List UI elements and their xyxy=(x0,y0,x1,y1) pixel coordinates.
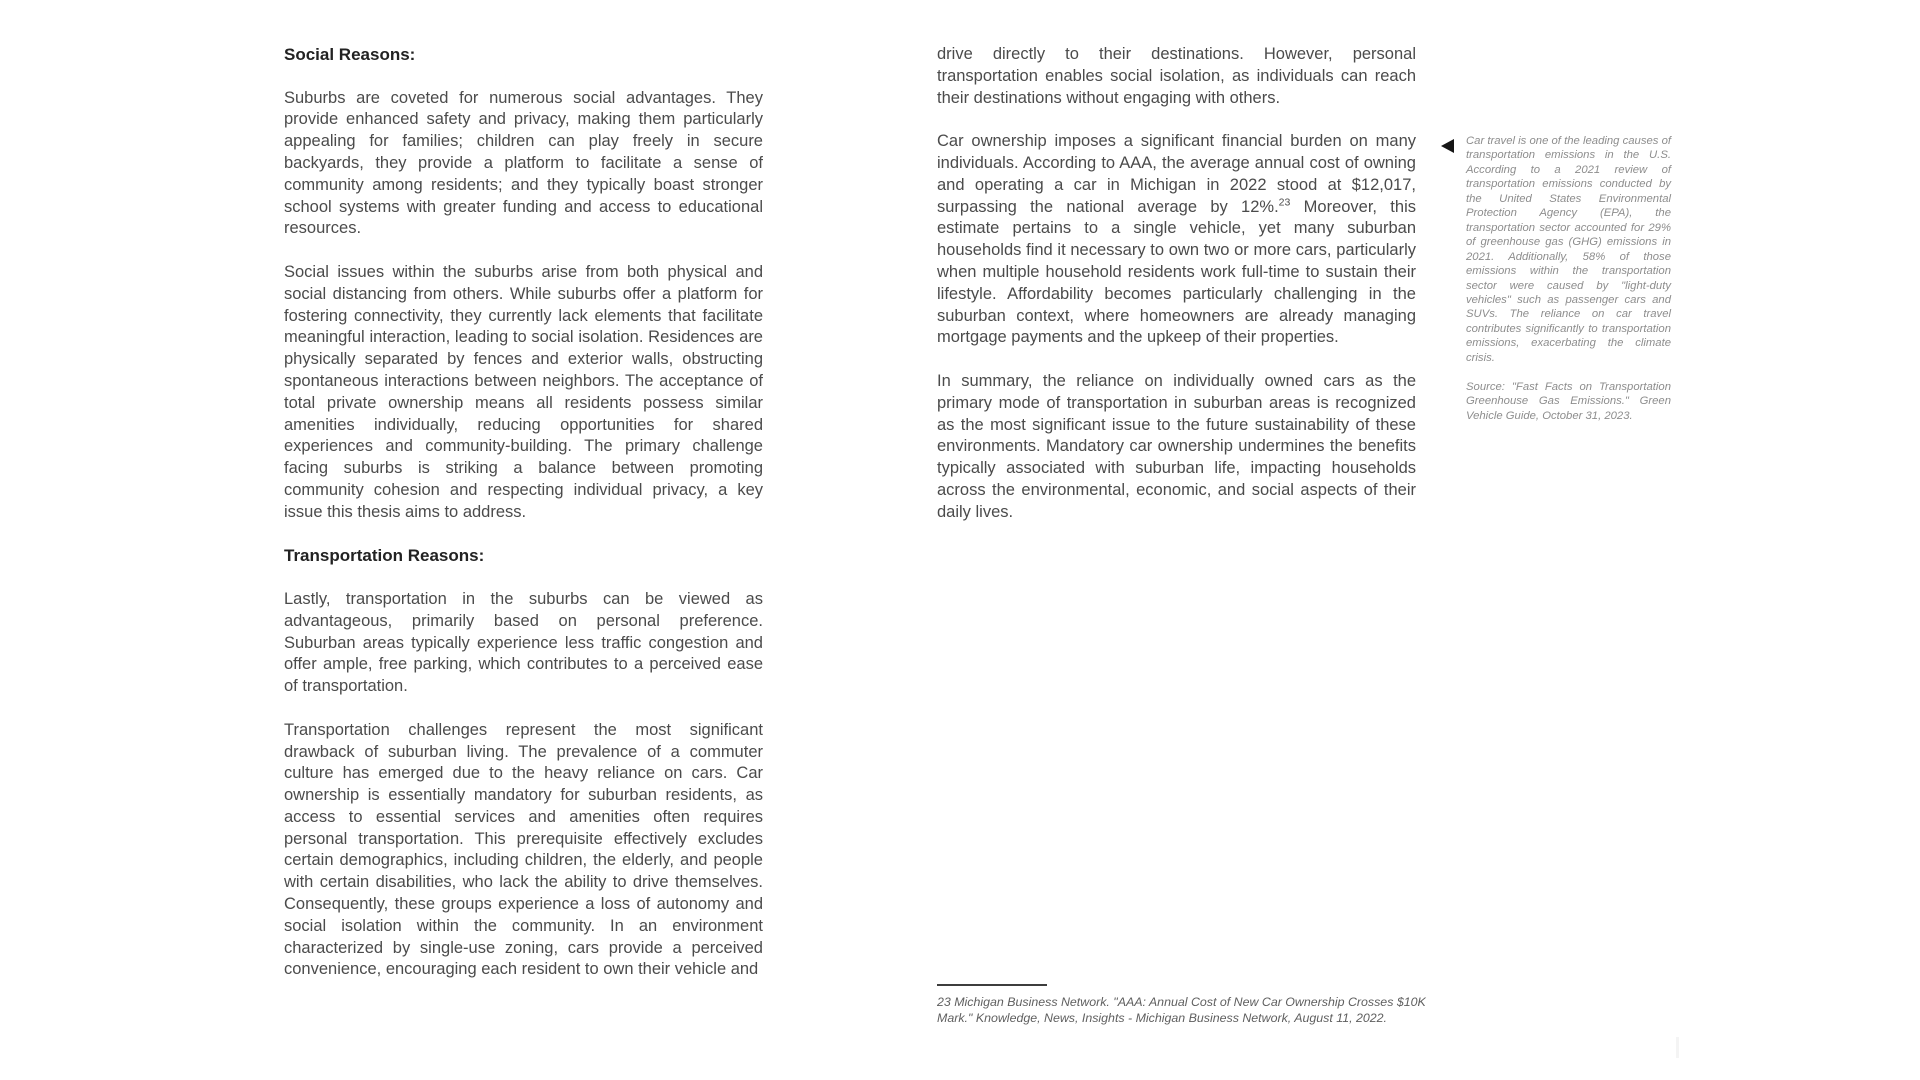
footnote-text: 23 Michigan Business Network. "AAA: Annual Cost of New Car Ownership Crosses $10K Mark." Knowledge, News, Insights - Michigan Business Network, August 11, 2022. xyxy=(937,995,1426,1026)
social-reasons-heading: Social Reasons: xyxy=(284,45,416,64)
right-text-column xyxy=(937,44,1416,524)
left-text-column xyxy=(284,44,763,981)
footnote-23 xyxy=(937,984,1429,1027)
right-paragraph-2 xyxy=(937,131,1416,349)
margin-annotation xyxy=(1466,134,1671,423)
right-paragraph-2-continued: Moreover, this estimate pertains to a single vehicle, yet many suburban households find it necessary to own two or more cars, particularly when multiple household residents work full-time to sustain their lifestyle. Affordability becomes particularly challenging in the suburban context, where homeowners are already managing mortgage payments and the upkeep of their properties. xyxy=(937,197,1416,347)
footnote-reference-23: 23 xyxy=(1278,196,1291,209)
margin-note-source: Source: "Fast Facts on Transportation Greenhouse Gas Emissions." Green Vehicle Guide, October 31, 2023. xyxy=(1466,380,1671,422)
transportation-reasons-heading: Transportation Reasons: xyxy=(284,546,485,566)
right-paragraph-1: drive directly to their destinations. However, personal transportation enables social isolation, as individuals can reach their destinations without engaging with others. xyxy=(937,45,1416,107)
margin-note-arrow-icon xyxy=(1441,139,1454,153)
transportation-paragraph-2: Transportation challenges represent the most significant drawback of suburban living. The prevalence of a commuter culture has emerged due to the heavy reliance on cars. Car ownership is essentially mandatory for suburban residents, as access to essential services and amenities often requires personal transportation. This prerequisite effectively excludes certain demographics, including children, the elderly, and people with certain disabilities, who lack the ability to drive themselves. Consequently, these groups experience a loss of autonomy and social isolation within the community. In an environment characterized by single-use zoning, cars provide a perceived convenience, encouraging each resident to own their vehicle and xyxy=(284,720,763,979)
faint-cursor-mark xyxy=(1676,1037,1679,1058)
social-paragraph-2: Social issues within the suburbs arise from both physical and social distancing from others. While suburbs offer a platform for fostering connectivity, they currently lack elements that facilitate meaningful interaction, leading to social isolation. Residences are physically separated by fences and exterior walls, obstructing spontaneous interactions between neighbors. The acceptance of total private ownership means all residents possess similar amenities individually, reducing opportunities for shared experiences and community-building. The primary challenge facing suburbs is striking a balance between promoting community cohesion and respecting individual privacy, a key issue this thesis aims to address. xyxy=(284,262,763,521)
footnote-divider xyxy=(937,984,1047,986)
margin-note-body: Car travel is one of the leading causes of transportation emissions in the U.S. According to a 2021 review of transportation emissions conducted by the United States Environmental Protection Agency (EPA), the transportation sector accounted for 29% of greenhouse gas (GHG) emissions in 2021. Additionally, 58% of those emissions within the transportation sector were caused by "light-duty vehicles" such as passenger cars and SUVs. The reliance on car travel contributes significantly to transportation emissions, exacerbating the climate crisis. xyxy=(1466,135,1671,364)
social-paragraph-1: Suburbs are coveted for numerous social advantages. They provide enhanced safety and privacy, making them particularly appealing for families; children can play freely in secure backyards, they provide a platform to facilitate a sense of community among residents; and they typically boast stronger school systems with greater funding and access to educational resources. xyxy=(284,88,763,238)
right-paragraph-2-text: Car ownership imposes a significant financial burden on many individuals. According to AAA, the average annual cost of owning and operating a car in Michigan in 2022 stood at $12,017, surpassing the national average by 12%. xyxy=(937,132,1416,216)
transportation-paragraph-1: Lastly, transportation in the suburbs can be viewed as advantageous, primarily based on personal preference. Suburban areas typically experience less traffic congestion and offer ample, free parking, which contributes to a perceived ease of transportation. xyxy=(284,589,763,696)
right-paragraph-3: In summary, the reliance on individually owned cars as the primary mode of transportation in suburban areas is recognized as the most significant issue to the future sustainability of these environments. Mandatory car ownership undermines the benefits typically associated with suburban life, impacting households across the environmental, economic, and social aspects of their daily lives. xyxy=(937,371,1416,521)
